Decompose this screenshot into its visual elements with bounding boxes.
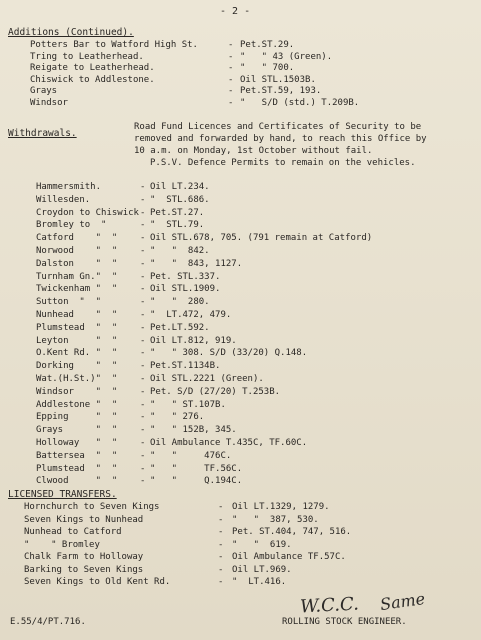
list-item-separator: - [228,63,234,73]
list-item-vehicles: Pet.ST.29. [240,40,295,50]
list-item-vehicles: " " 276. [150,412,205,423]
list-item-vehicles: Pet. S/D (27/20) T.253B. [150,386,281,397]
list-item-route: Willesden. [36,194,91,205]
list-item-route: Nunhead to Catford [24,527,122,537]
list-item-vehicles: " " 280. [150,297,210,308]
list-item-separator: - [140,438,146,448]
withdrawals-note-line-1: Road Fund Licences and Certificates of Security to be [134,122,422,132]
list-item-separator: - [140,399,146,410]
list-item-vehicles: " " 387, 530. [232,514,319,525]
list-item-separator: - [140,297,146,308]
additions-heading: Additions (Continued). [8,27,134,38]
list-item-separator: - [218,514,224,525]
list-item-route: Clwood " " [36,476,118,487]
list-item-vehicles: " S/D (std.) T.209B. [240,97,360,108]
list-item-route: Seven Kings to Nunhead [24,514,144,525]
list-item-vehicles: Oil LT.234. [150,182,210,192]
list-item-separator: - [218,502,224,512]
list-item-route: Dalston " " [36,258,118,269]
list-item-route: Reigate to Leatherhead. [30,63,155,73]
list-item-separator: - [140,335,146,346]
list-item-vehicles: Pet.ST.59, 193. [240,86,322,96]
list-item-route: Dorking " " [36,361,118,372]
list-item-vehicles: Oil LT.812, 919. [150,335,237,346]
list-item-separator: - [140,258,146,269]
list-item-vehicles: " LT.472, 479. [150,310,232,320]
list-item-separator: - [140,271,146,282]
list-item-vehicles: " " 842. [150,246,210,256]
list-item-vehicles: " " 43 (Green). [240,51,333,62]
list-item-vehicles: Oil LT.1329, 1279. [232,502,330,512]
list-item-vehicles: " " 152B, 345. [150,425,237,436]
licensed-transfers-heading: LICENSED TRANSFERS. [8,489,117,500]
list-item-separator: - [228,97,234,108]
list-item-vehicles: " " ST.107B. [150,399,226,410]
signature: W.C.C. [299,593,360,618]
list-item-separator: - [228,40,234,50]
list-item-route: Hammersmith. [36,182,102,192]
list-item-route: Norwood " " [36,246,118,256]
list-item-vehicles: " STL.686. [150,194,210,205]
list-item-separator: - [218,564,224,575]
list-item-vehicles: Oil STL.678, 705. (791 remain at Catford) [150,233,373,244]
list-item-vehicles: " " 308. S/D (33/20) Q.148. [150,348,308,359]
list-item-route: Leyton " " [36,335,118,346]
list-item-route: Epping " " [36,412,118,423]
list-item-vehicles: Pet. ST.404, 747, 516. [232,527,352,537]
list-item-vehicles: " " 843, 1127. [150,258,243,269]
list-item-separator: - [140,386,146,397]
list-item-route: Addlestone " " [36,399,118,410]
list-item-vehicles: Oil Ambulance TF.57C. [232,552,346,562]
list-item-route: Bromley to " [36,220,107,231]
list-item-separator: - [218,527,224,537]
list-item-route: Holloway " " [36,438,118,448]
list-item-vehicles: " " Q.194C. [150,476,243,487]
list-item-vehicles: Oil STL.1909. [150,284,221,295]
list-item-separator: - [218,552,224,562]
list-item-separator: - [140,412,146,423]
list-item-separator: - [140,207,146,218]
list-item-route: O.Kent Rd. " " [36,348,118,359]
signatory-title: ROLLING STOCK ENGINEER. [282,617,407,627]
list-item-route: Plumstead " " [36,322,118,333]
list-item-vehicles: " " 619. [232,539,292,550]
list-item-separator: - [140,463,146,474]
reference-number: E.55/4/PT.716. [10,617,86,627]
list-item-separator: - [140,322,146,333]
list-item-route: Catford " " [36,233,118,244]
list-item-route: Potters Bar to Watford High St. [30,40,198,50]
list-item-route: Croydon to Chiswick [36,207,139,218]
list-item-separator: - [140,310,146,320]
list-item-vehicles: Oil Ambulance T.435C, TF.60C. [150,438,308,448]
list-item-route: " " Bromley [24,539,100,550]
list-item-vehicles: " " 700. [240,63,295,73]
list-item-vehicles: Oil STL.2221 (Green). [150,374,264,384]
list-item-route: Chiswick to Addlestone. [30,74,155,85]
withdrawals-heading: Withdrawals. [8,128,77,139]
signature-surname: Same [378,588,427,615]
list-item-separator: - [228,86,234,96]
list-item-separator: - [140,246,146,256]
list-item-separator: - [140,220,146,231]
list-item-separator: - [140,194,146,205]
list-item-vehicles: " STL.79. [150,220,205,231]
list-item-route: Plumstead " " [36,463,118,474]
withdrawals-note-line-4: P.S.V. Defence Permits to remain on the vehicles. [150,158,416,168]
list-item-route: Windsor [30,97,68,108]
list-item-separator: - [140,182,146,192]
list-item-separator: - [140,450,146,461]
list-item-route: Barking to Seven Kings [24,564,144,575]
list-item-route: Sutton " " [36,297,102,308]
list-item-vehicles: Pet. STL.337. [150,271,221,282]
list-item-vehicles: " " 476C. [150,450,232,461]
list-item-route: Twickenham " " [36,284,118,295]
list-item-route: Grays [30,86,58,96]
list-item-route: Nunhead " " [36,310,118,320]
list-item-route: Turnham Gn." " [36,271,118,282]
page-number: - 2 - [220,6,251,17]
withdrawals-note-line-3: 10 a.m. on Monday, 1st October without fail. [134,146,373,156]
list-item-separator: - [218,577,224,587]
list-item-vehicles: Oil STL.1503B. [240,74,316,85]
list-item-separator: - [140,476,146,487]
list-item-route: Chalk Farm to Holloway [24,552,144,562]
list-item-separator: - [140,361,146,372]
list-item-separator: - [228,74,234,85]
list-item-route: Grays " " [36,425,118,436]
list-item-separator: - [140,348,146,359]
list-item-vehicles: Oil LT.969. [232,564,292,575]
list-item-route: Battersea " " [36,450,118,461]
list-item-route: Hornchurch to Seven Kings [24,502,160,512]
list-item-separator: - [140,233,146,244]
list-item-separator: - [140,284,146,295]
list-item-vehicles: " LT.416. [232,577,287,587]
withdrawals-note-line-2: removed and forwarded by hand, to reach this Office by [134,134,427,144]
list-item-separator: - [140,425,146,436]
list-item-separator: - [228,51,234,62]
list-item-route: Windsor " " [36,386,118,397]
list-item-route: Wat.(H.St.)" " [36,374,118,384]
list-item-vehicles: Pet.ST.1134B. [150,361,221,372]
list-item-vehicles: " " TF.56C. [150,463,243,474]
list-item-vehicles: Pet.LT.592. [150,322,210,333]
list-item-route: Seven Kings to Old Kent Rd. [24,577,171,587]
list-item-separator: - [218,539,224,550]
list-item-vehicles: Pet.ST.27. [150,207,205,218]
list-item-separator: - [140,374,146,384]
list-item-route: Tring to Leatherhead. [30,51,144,62]
